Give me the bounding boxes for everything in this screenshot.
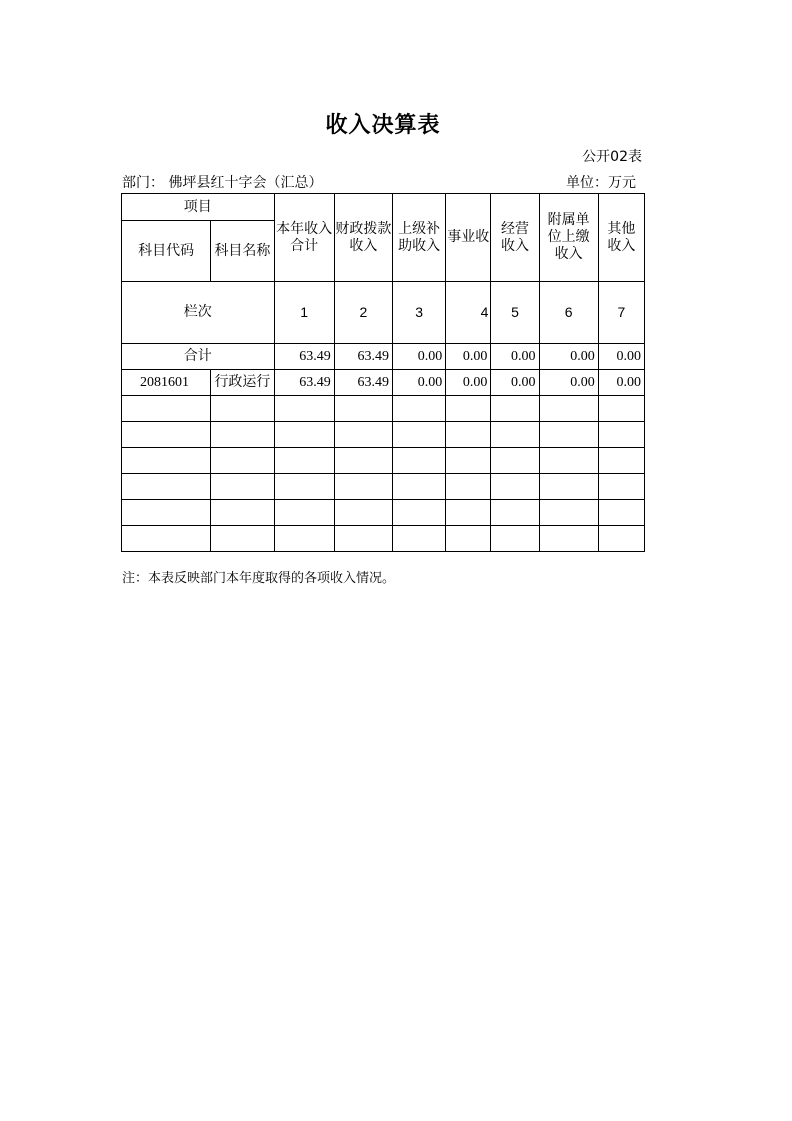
index-cell: 1 (274, 282, 334, 344)
index-cell: 5 (491, 282, 539, 344)
total-label: 合计 (122, 344, 275, 370)
empty-row (122, 422, 645, 448)
footnote: 注：本表反映部门本年度取得的各项收入情况。 (122, 571, 396, 586)
total-cell: 0.00 (491, 344, 539, 370)
department-label: 部门： 佛坪县红十字会（汇总） (122, 175, 323, 191)
row-name: 行政运行 (211, 370, 274, 396)
total-cell: 0.00 (539, 344, 598, 370)
empty-row (122, 500, 645, 526)
index-cell: 3 (393, 282, 446, 344)
form-number: 公开02表 (582, 149, 642, 165)
row-cell: 0.00 (393, 370, 446, 396)
index-row (122, 282, 645, 344)
index-label: 栏次 (122, 282, 275, 344)
total-cell: 0.00 (598, 344, 644, 370)
empty-row (122, 474, 645, 500)
header-col-1: 本年收入合计 (274, 194, 334, 282)
header-col-4: 事业收 (446, 194, 491, 282)
index-cell: 6 (539, 282, 598, 344)
row-code: 2081601 (122, 370, 211, 396)
header-name: 科目名称 (211, 221, 274, 282)
total-cell: 0.00 (393, 344, 446, 370)
row-cell: 0.00 (491, 370, 539, 396)
empty-row (122, 396, 645, 422)
page-title: 收入决算表 (325, 113, 441, 138)
total-cell: 0.00 (446, 344, 491, 370)
unit-label: 单位：万元 (566, 175, 636, 191)
index-cell: 7 (598, 282, 644, 344)
table-row (122, 370, 645, 396)
header-row-1 (122, 194, 645, 221)
header-col-5: 经营收入 (491, 194, 539, 282)
header-code: 科目代码 (122, 221, 211, 282)
empty-row (122, 526, 645, 552)
header-col-3: 上级补助收入 (393, 194, 446, 282)
row-cell: 63.49 (274, 370, 334, 396)
total-cell: 63.49 (274, 344, 334, 370)
total-row (122, 344, 645, 370)
header-col-7: 其他收入 (598, 194, 644, 282)
row-cell: 63.49 (334, 370, 392, 396)
total-cell: 63.49 (334, 344, 392, 370)
empty-row (122, 448, 645, 474)
row-cell: 0.00 (446, 370, 491, 396)
header-col-2: 财政拨款收入 (334, 194, 392, 282)
header-item: 项目 (122, 194, 275, 221)
income-table (121, 193, 645, 552)
header-col-6: 附属单位上缴收入 (539, 194, 598, 282)
row-cell: 0.00 (598, 370, 644, 396)
index-cell: 2 (334, 282, 392, 344)
index-cell: 4 (446, 282, 491, 344)
row-cell: 0.00 (539, 370, 598, 396)
